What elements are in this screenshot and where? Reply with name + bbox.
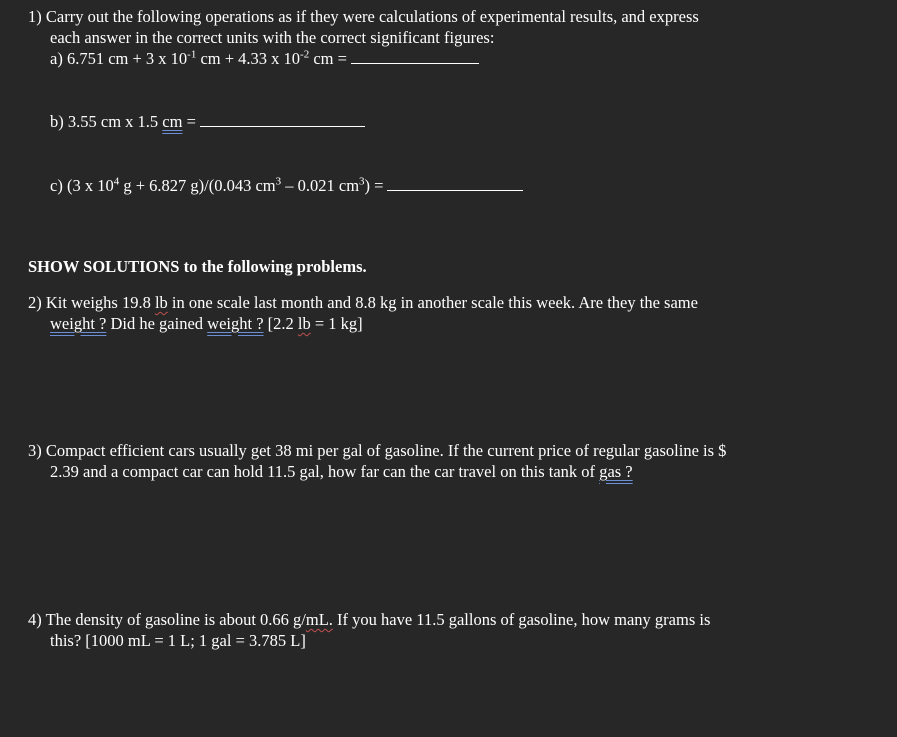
q2-text-1: 2) Kit weighs 19.8 <box>28 293 155 312</box>
q2-lb-1: lb <box>154 293 168 312</box>
q1b-part-2: = <box>182 112 196 131</box>
question-2-line-1 <box>28 293 698 313</box>
q3-text: 2.39 and a compact car can hold 11.5 gal, how far can the car travel on this tank of <box>50 462 600 481</box>
question-4-line-2: this? [1000 mL = 1 L; 1 gal = 3.785 L] <box>50 631 306 650</box>
q1b-part-1: b) 3.55 cm x 1.5 <box>50 112 163 131</box>
q1a-answer-blank[interactable] <box>351 51 479 64</box>
q1a-exponent-1: -1 <box>187 48 197 61</box>
q1c-exponent-1: 4 <box>113 175 120 188</box>
q1c-part-3: – 0.021 cm <box>281 176 360 195</box>
q1a-part-3: cm = <box>309 49 347 68</box>
question-1-line-2: each answer in the correct units with the correct significant figures: <box>50 28 495 47</box>
q1c-part-4: ) = <box>364 176 384 195</box>
question-1a <box>50 49 479 69</box>
q4-ml: mL. <box>305 610 333 629</box>
q4-text-2: If you have 11.5 gallons of gasoline, how many grams is <box>332 610 711 629</box>
q1c-answer-blank[interactable] <box>387 178 523 191</box>
question-1-line-1: 1) Carry out the following operations as if they were calculations of experimental results, and express <box>28 7 699 26</box>
q3-gas: gas ? <box>599 462 633 481</box>
q1a-exponent-2: -2 <box>300 48 310 61</box>
q1a-part-2: cm + 4.33 x 10 <box>196 49 301 68</box>
q2-text-3: Did he gained <box>106 314 208 333</box>
question-4-line-1 <box>28 610 710 630</box>
question-1b <box>50 112 365 132</box>
q2-weight-1: weight ? <box>50 314 107 333</box>
q1c-exponent-2: 3 <box>275 175 282 188</box>
q1c-part-2: g + 6.827 g)/(0.043 cm <box>119 176 276 195</box>
q2-lb-2: lb <box>297 314 311 333</box>
q2-text-2: in one scale last month and 8.8 kg in another scale this week. Are they the same <box>167 293 698 312</box>
question-3-line-2 <box>50 462 633 482</box>
question-3-line-1: 3) Compact efficient cars usually get 38 mi per gal of gasoline. If the current price of regular gasoline is $ <box>28 441 727 460</box>
q1c-part-1: c) (3 x 10 <box>50 176 114 195</box>
question-2-line-2 <box>50 314 363 334</box>
show-solutions-heading: SHOW SOLUTIONS to the following problems. <box>28 257 367 276</box>
q4-text-1: 4) The density of gasoline is about 0.66 g/ <box>28 610 306 629</box>
q1c-exponent-3: 3 <box>359 175 365 188</box>
q2-text-4: [2.2 <box>263 314 298 333</box>
q1a-part-1: a) 6.751 cm + 3 x 10 <box>50 49 188 68</box>
q1b-unit: cm <box>162 112 183 131</box>
question-1c <box>50 176 523 196</box>
q2-text-5: = 1 kg] <box>310 314 363 333</box>
q1b-answer-blank[interactable] <box>200 114 365 127</box>
section-heading <box>28 257 367 277</box>
q2-weight-2: weight ? <box>207 314 264 333</box>
